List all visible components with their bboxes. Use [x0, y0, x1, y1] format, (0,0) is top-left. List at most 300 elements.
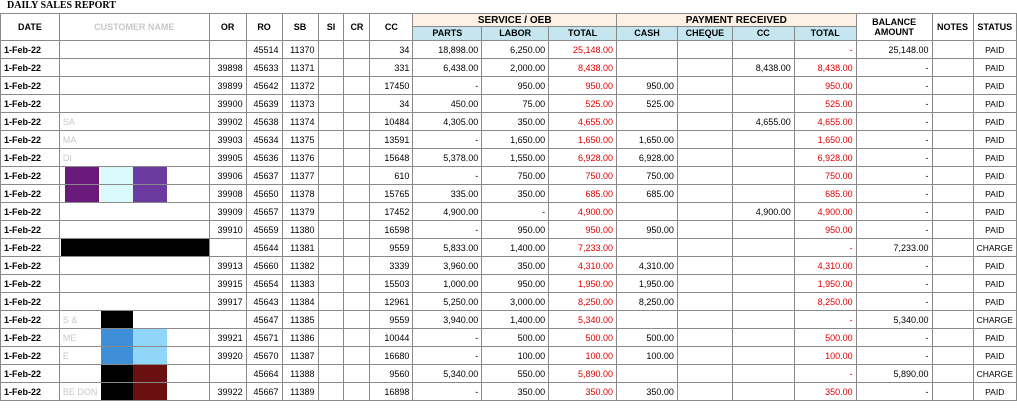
cell-ro[interactable]: 45664: [246, 365, 282, 383]
cell-balance[interactable]: -: [856, 203, 932, 221]
cell-cheque[interactable]: [677, 347, 732, 365]
cell-sb[interactable]: 11378: [282, 185, 318, 203]
cell-status[interactable]: PAID: [973, 383, 1016, 401]
header-balance-amount[interactable]: BALANCE AMOUNT: [856, 14, 932, 41]
cell-balance[interactable]: -: [856, 293, 932, 311]
cell-cc[interactable]: 15648: [370, 149, 413, 167]
cell-si[interactable]: [318, 185, 344, 203]
cell-balance[interactable]: -: [856, 329, 932, 347]
cell-si[interactable]: [318, 167, 344, 185]
table-row[interactable]: [1, 329, 1017, 347]
cell-pay-cc[interactable]: [732, 149, 794, 167]
cell-labor[interactable]: 3,000.00: [482, 293, 549, 311]
cell-pay-cc[interactable]: [732, 257, 794, 275]
cell-parts[interactable]: 18,898.00: [413, 41, 482, 59]
cell-sb[interactable]: 11383: [282, 275, 318, 293]
cell-pay-total[interactable]: 4,310.00: [794, 257, 856, 275]
cell-pay-total[interactable]: 950.00: [794, 221, 856, 239]
cell-date[interactable]: 1-Feb-22: [1, 311, 60, 329]
cell-cash[interactable]: 1,650.00: [617, 131, 678, 149]
cell-customer-name[interactable]: [59, 41, 209, 59]
cell-cr[interactable]: [344, 131, 370, 149]
cell-date[interactable]: 1-Feb-22: [1, 167, 60, 185]
table-row[interactable]: [1, 275, 1017, 293]
cell-cash[interactable]: 525.00: [617, 95, 678, 113]
cell-labor[interactable]: -: [482, 203, 549, 221]
cell-pay-cc[interactable]: [732, 329, 794, 347]
cell-or[interactable]: 39909: [209, 203, 246, 221]
cell-labor[interactable]: 350.00: [482, 383, 549, 401]
cell-notes[interactable]: [932, 203, 973, 221]
cell-service-total[interactable]: 525.00: [549, 95, 617, 113]
cell-labor[interactable]: 350.00: [482, 185, 549, 203]
cell-status[interactable]: PAID: [973, 59, 1016, 77]
cell-pay-cc[interactable]: [732, 41, 794, 59]
cell-parts[interactable]: 3,960.00: [413, 257, 482, 275]
cell-service-total[interactable]: 950.00: [549, 77, 617, 95]
cell-notes[interactable]: [932, 167, 973, 185]
cell-parts[interactable]: 6,438.00: [413, 59, 482, 77]
cell-cash[interactable]: [617, 41, 678, 59]
cell-balance[interactable]: -: [856, 59, 932, 77]
cell-date[interactable]: 1-Feb-22: [1, 329, 60, 347]
cell-sb[interactable]: 11381: [282, 239, 318, 257]
header-cash[interactable]: CASH: [617, 27, 678, 41]
cell-parts[interactable]: 4,305.00: [413, 113, 482, 131]
cell-pay-cc[interactable]: [732, 311, 794, 329]
cell-pay-total[interactable]: -: [794, 41, 856, 59]
cell-balance[interactable]: 7,233.00: [856, 239, 932, 257]
cell-cash[interactable]: [617, 203, 678, 221]
cell-labor[interactable]: 550.00: [482, 365, 549, 383]
cell-cash[interactable]: 500.00: [617, 329, 678, 347]
cell-ro[interactable]: 45642: [246, 77, 282, 95]
cell-cc[interactable]: 3339: [370, 257, 413, 275]
cell-pay-cc[interactable]: [732, 221, 794, 239]
cell-or[interactable]: 39900: [209, 95, 246, 113]
cell-cr[interactable]: [344, 347, 370, 365]
cell-labor[interactable]: 950.00: [482, 77, 549, 95]
cell-si[interactable]: [318, 239, 344, 257]
cell-or[interactable]: [209, 365, 246, 383]
cell-status[interactable]: PAID: [973, 275, 1016, 293]
header-payment-group[interactable]: PAYMENT RECEIVED: [617, 14, 857, 27]
cell-customer-name[interactable]: BE DON: [59, 383, 209, 401]
header-customer-name[interactable]: CUSTOMER NAME: [59, 14, 209, 41]
cell-notes[interactable]: [932, 221, 973, 239]
cell-cr[interactable]: [344, 167, 370, 185]
cell-balance[interactable]: -: [856, 185, 932, 203]
cell-cc[interactable]: 13591: [370, 131, 413, 149]
header-status[interactable]: STATUS: [973, 14, 1016, 41]
cell-si[interactable]: [318, 257, 344, 275]
cell-cheque[interactable]: [677, 383, 732, 401]
cell-labor[interactable]: 1,650.00: [482, 131, 549, 149]
cell-cheque[interactable]: [677, 95, 732, 113]
cell-service-total[interactable]: 25,148.00: [549, 41, 617, 59]
cell-si[interactable]: [318, 77, 344, 95]
cell-service-total[interactable]: 5,340.00: [549, 311, 617, 329]
header-service-total[interactable]: TOTAL: [549, 27, 617, 41]
cell-balance[interactable]: -: [856, 221, 932, 239]
cell-status[interactable]: PAID: [973, 185, 1016, 203]
table-row[interactable]: [1, 167, 1017, 185]
header-cc[interactable]: CC: [370, 14, 413, 41]
cell-or[interactable]: 39905: [209, 149, 246, 167]
cell-cr[interactable]: [344, 185, 370, 203]
cell-pay-cc[interactable]: [732, 365, 794, 383]
cell-cash[interactable]: 750.00: [617, 167, 678, 185]
cell-ro[interactable]: 45657: [246, 203, 282, 221]
cell-ro[interactable]: 45650: [246, 185, 282, 203]
cell-labor[interactable]: 6,250.00: [482, 41, 549, 59]
cell-cash[interactable]: 8,250.00: [617, 293, 678, 311]
cell-balance[interactable]: 5,890.00: [856, 365, 932, 383]
cell-or[interactable]: [209, 311, 246, 329]
cell-pay-total[interactable]: 500.00: [794, 329, 856, 347]
header-pay-cc[interactable]: CC: [732, 27, 794, 41]
cell-ro[interactable]: 45644: [246, 239, 282, 257]
cell-ro[interactable]: 45671: [246, 329, 282, 347]
cell-service-total[interactable]: 1,950.00: [549, 275, 617, 293]
cell-labor[interactable]: 500.00: [482, 329, 549, 347]
cell-cc[interactable]: 15765: [370, 185, 413, 203]
cell-pay-cc[interactable]: [732, 131, 794, 149]
cell-sb[interactable]: 11384: [282, 293, 318, 311]
cell-sb[interactable]: 11373: [282, 95, 318, 113]
cell-parts[interactable]: -: [413, 221, 482, 239]
cell-status[interactable]: PAID: [973, 347, 1016, 365]
cell-customer-name[interactable]: S &: [59, 311, 209, 329]
header-or[interactable]: OR: [209, 14, 246, 41]
cell-customer-name[interactable]: MA: [59, 131, 209, 149]
cell-pay-cc[interactable]: 4,900.00: [732, 203, 794, 221]
cell-si[interactable]: [318, 329, 344, 347]
cell-balance[interactable]: -: [856, 77, 932, 95]
cell-balance[interactable]: -: [856, 383, 932, 401]
cell-date[interactable]: 1-Feb-22: [1, 365, 60, 383]
cell-notes[interactable]: [932, 41, 973, 59]
cell-balance[interactable]: -: [856, 167, 932, 185]
cell-cash[interactable]: [617, 365, 678, 383]
cell-service-total[interactable]: 8,250.00: [549, 293, 617, 311]
cell-status[interactable]: PAID: [973, 131, 1016, 149]
cell-notes[interactable]: [932, 185, 973, 203]
cell-status[interactable]: CHARGE: [973, 239, 1016, 257]
table-row[interactable]: [1, 347, 1017, 365]
cell-balance[interactable]: -: [856, 113, 932, 131]
table-row[interactable]: [1, 95, 1017, 113]
cell-status[interactable]: PAID: [973, 203, 1016, 221]
cell-pay-total[interactable]: 1,950.00: [794, 275, 856, 293]
cell-customer-name[interactable]: [59, 275, 209, 293]
cell-status[interactable]: PAID: [973, 293, 1016, 311]
table-row[interactable]: [1, 77, 1017, 95]
cell-pay-total[interactable]: -: [794, 239, 856, 257]
header-labor[interactable]: LABOR: [482, 27, 549, 41]
cell-si[interactable]: [318, 365, 344, 383]
cell-notes[interactable]: [932, 149, 973, 167]
cell-labor[interactable]: 2,000.00: [482, 59, 549, 77]
cell-cr[interactable]: [344, 113, 370, 131]
cell-parts[interactable]: 5,340.00: [413, 365, 482, 383]
cell-cc[interactable]: 12961: [370, 293, 413, 311]
cell-cc[interactable]: 331: [370, 59, 413, 77]
cell-pay-total[interactable]: 685.00: [794, 185, 856, 203]
cell-cash[interactable]: 350.00: [617, 383, 678, 401]
cell-date[interactable]: 1-Feb-22: [1, 41, 60, 59]
cell-status[interactable]: CHARGE: [973, 365, 1016, 383]
cell-sb[interactable]: 11380: [282, 221, 318, 239]
cell-status[interactable]: PAID: [973, 41, 1016, 59]
cell-status[interactable]: CHARGE: [973, 311, 1016, 329]
cell-customer-name[interactable]: [59, 203, 209, 221]
cell-pay-total[interactable]: 100.00: [794, 347, 856, 365]
cell-cr[interactable]: [344, 95, 370, 113]
table-row[interactable]: [1, 311, 1017, 329]
cell-si[interactable]: [318, 41, 344, 59]
cell-cash[interactable]: 100.00: [617, 347, 678, 365]
cell-pay-total[interactable]: 750.00: [794, 167, 856, 185]
cell-notes[interactable]: [932, 383, 973, 401]
table-row[interactable]: [1, 149, 1017, 167]
cell-sb[interactable]: 11371: [282, 59, 318, 77]
cell-service-total[interactable]: 950.00: [549, 221, 617, 239]
cell-ro[interactable]: 45667: [246, 383, 282, 401]
cell-pay-total[interactable]: 950.00: [794, 77, 856, 95]
cell-si[interactable]: [318, 221, 344, 239]
cell-pay-total[interactable]: -: [794, 311, 856, 329]
cell-cr[interactable]: [344, 365, 370, 383]
table-row[interactable]: [1, 239, 1017, 257]
cell-notes[interactable]: [932, 95, 973, 113]
cell-or[interactable]: 39903: [209, 131, 246, 149]
cell-or[interactable]: 39915: [209, 275, 246, 293]
cell-cc[interactable]: 610: [370, 167, 413, 185]
table-row[interactable]: [1, 221, 1017, 239]
cell-service-total[interactable]: 685.00: [549, 185, 617, 203]
cell-customer-name[interactable]: ME: [59, 329, 209, 347]
cell-or[interactable]: 39913: [209, 257, 246, 275]
cell-si[interactable]: [318, 293, 344, 311]
cell-balance[interactable]: -: [856, 131, 932, 149]
cell-cheque[interactable]: [677, 59, 732, 77]
cell-cash[interactable]: [617, 311, 678, 329]
cell-pay-total[interactable]: 6,928.00: [794, 149, 856, 167]
cell-pay-cc[interactable]: 4,655.00: [732, 113, 794, 131]
cell-service-total[interactable]: 100.00: [549, 347, 617, 365]
cell-ro[interactable]: 45634: [246, 131, 282, 149]
cell-si[interactable]: [318, 383, 344, 401]
cell-si[interactable]: [318, 131, 344, 149]
cell-customer-name[interactable]: [59, 185, 209, 203]
cell-si[interactable]: [318, 275, 344, 293]
cell-labor[interactable]: 350.00: [482, 113, 549, 131]
cell-ro[interactable]: 45647: [246, 311, 282, 329]
cell-ro[interactable]: 45514: [246, 41, 282, 59]
table-row[interactable]: [1, 185, 1017, 203]
cell-service-total[interactable]: 7,233.00: [549, 239, 617, 257]
cell-service-total[interactable]: 4,310.00: [549, 257, 617, 275]
cell-notes[interactable]: [932, 59, 973, 77]
cell-status[interactable]: PAID: [973, 167, 1016, 185]
cell-sb[interactable]: 11389: [282, 383, 318, 401]
table-row[interactable]: [1, 131, 1017, 149]
cell-pay-total[interactable]: 1,650.00: [794, 131, 856, 149]
table-row[interactable]: [1, 257, 1017, 275]
cell-status[interactable]: PAID: [973, 113, 1016, 131]
cell-pay-total[interactable]: 525.00: [794, 95, 856, 113]
cell-cr[interactable]: [344, 293, 370, 311]
cell-customer-name[interactable]: E: [59, 347, 209, 365]
cell-or[interactable]: [209, 239, 246, 257]
cell-date[interactable]: 1-Feb-22: [1, 95, 60, 113]
cell-cc[interactable]: 34: [370, 95, 413, 113]
cell-cc[interactable]: 9559: [370, 239, 413, 257]
cell-labor[interactable]: 1,550.00: [482, 149, 549, 167]
cell-sb[interactable]: 11372: [282, 77, 318, 95]
cell-parts[interactable]: 335.00: [413, 185, 482, 203]
cell-service-total[interactable]: 350.00: [549, 383, 617, 401]
cell-pay-cc[interactable]: [732, 185, 794, 203]
cell-cr[interactable]: [344, 239, 370, 257]
cell-cheque[interactable]: [677, 329, 732, 347]
table-row[interactable]: [1, 293, 1017, 311]
header-parts[interactable]: PARTS: [413, 27, 482, 41]
cell-cheque[interactable]: [677, 275, 732, 293]
cell-cash[interactable]: 685.00: [617, 185, 678, 203]
cell-cr[interactable]: [344, 203, 370, 221]
cell-date[interactable]: 1-Feb-22: [1, 77, 60, 95]
cell-status[interactable]: PAID: [973, 95, 1016, 113]
cell-customer-name[interactable]: [59, 77, 209, 95]
cell-parts[interactable]: 5,250.00: [413, 293, 482, 311]
cell-cr[interactable]: [344, 311, 370, 329]
cell-date[interactable]: 1-Feb-22: [1, 239, 60, 257]
table-row[interactable]: [1, 41, 1017, 59]
cell-or[interactable]: 39906: [209, 167, 246, 185]
cell-notes[interactable]: [932, 311, 973, 329]
cell-service-total[interactable]: 5,890.00: [549, 365, 617, 383]
cell-si[interactable]: [318, 113, 344, 131]
cell-notes[interactable]: [932, 113, 973, 131]
cell-cheque[interactable]: [677, 221, 732, 239]
cell-cc[interactable]: 15503: [370, 275, 413, 293]
cell-sb[interactable]: 11376: [282, 149, 318, 167]
table-row[interactable]: [1, 113, 1017, 131]
cell-date[interactable]: 1-Feb-22: [1, 293, 60, 311]
table-row[interactable]: [1, 383, 1017, 401]
cell-customer-name[interactable]: [59, 167, 209, 185]
cell-or[interactable]: 39910: [209, 221, 246, 239]
cell-notes[interactable]: [932, 239, 973, 257]
cell-or[interactable]: 39902: [209, 113, 246, 131]
cell-cash[interactable]: 950.00: [617, 77, 678, 95]
cell-labor[interactable]: 350.00: [482, 257, 549, 275]
cell-cash[interactable]: 4,310.00: [617, 257, 678, 275]
cell-ro[interactable]: 45660: [246, 257, 282, 275]
cell-pay-total[interactable]: 8,438.00: [794, 59, 856, 77]
cell-status[interactable]: PAID: [973, 221, 1016, 239]
cell-status[interactable]: PAID: [973, 77, 1016, 95]
cell-cr[interactable]: [344, 329, 370, 347]
cell-parts[interactable]: 5,833.00: [413, 239, 482, 257]
cell-date[interactable]: 1-Feb-22: [1, 131, 60, 149]
header-cheque[interactable]: CHEQUE: [677, 27, 732, 41]
cell-service-total[interactable]: 1,650.00: [549, 131, 617, 149]
cell-cheque[interactable]: [677, 131, 732, 149]
cell-si[interactable]: [318, 347, 344, 365]
cell-status[interactable]: PAID: [973, 329, 1016, 347]
cell-cc[interactable]: 9560: [370, 365, 413, 383]
cell-cash[interactable]: 6,928.00: [617, 149, 678, 167]
cell-cheque[interactable]: [677, 239, 732, 257]
cell-cheque[interactable]: [677, 311, 732, 329]
cell-pay-cc[interactable]: [732, 167, 794, 185]
cell-parts[interactable]: -: [413, 383, 482, 401]
cell-sb[interactable]: 11387: [282, 347, 318, 365]
cell-date[interactable]: 1-Feb-22: [1, 59, 60, 77]
cell-notes[interactable]: [932, 293, 973, 311]
cell-sb[interactable]: 11375: [282, 131, 318, 149]
cell-sb[interactable]: 11385: [282, 311, 318, 329]
cell-service-total[interactable]: 4,655.00: [549, 113, 617, 131]
cell-labor[interactable]: 1,400.00: [482, 311, 549, 329]
cell-or[interactable]: 39920: [209, 347, 246, 365]
cell-cheque[interactable]: [677, 41, 732, 59]
cell-cc[interactable]: 16898: [370, 383, 413, 401]
cell-ro[interactable]: 45637: [246, 167, 282, 185]
cell-date[interactable]: 1-Feb-22: [1, 383, 60, 401]
cell-balance[interactable]: -: [856, 257, 932, 275]
cell-pay-total[interactable]: -: [794, 365, 856, 383]
cell-pay-cc[interactable]: [732, 275, 794, 293]
cell-pay-cc[interactable]: [732, 347, 794, 365]
cell-customer-name[interactable]: [59, 59, 209, 77]
header-ro[interactable]: RO: [246, 14, 282, 41]
cell-customer-name[interactable]: [59, 365, 209, 383]
cell-cc[interactable]: 17450: [370, 77, 413, 95]
cell-sb[interactable]: 11386: [282, 329, 318, 347]
cell-pay-total[interactable]: 350.00: [794, 383, 856, 401]
cell-status[interactable]: PAID: [973, 257, 1016, 275]
header-sb[interactable]: SB: [282, 14, 318, 41]
cell-cash[interactable]: 950.00: [617, 221, 678, 239]
cell-parts[interactable]: -: [413, 131, 482, 149]
cell-cheque[interactable]: [677, 113, 732, 131]
cell-parts[interactable]: -: [413, 329, 482, 347]
cell-parts[interactable]: 450.00: [413, 95, 482, 113]
cell-cr[interactable]: [344, 77, 370, 95]
cell-si[interactable]: [318, 59, 344, 77]
cell-parts[interactable]: -: [413, 167, 482, 185]
cell-date[interactable]: 1-Feb-22: [1, 275, 60, 293]
cell-pay-total[interactable]: 8,250.00: [794, 293, 856, 311]
cell-sb[interactable]: 11374: [282, 113, 318, 131]
table-row[interactable]: [1, 59, 1017, 77]
cell-cheque[interactable]: [677, 167, 732, 185]
cell-customer-name[interactable]: [59, 239, 209, 257]
cell-cc[interactable]: 9559: [370, 311, 413, 329]
cell-or[interactable]: 39908: [209, 185, 246, 203]
cell-customer-name[interactable]: [59, 293, 209, 311]
cell-date[interactable]: 1-Feb-22: [1, 221, 60, 239]
cell-ro[interactable]: 45638: [246, 113, 282, 131]
cell-parts[interactable]: 3,940.00: [413, 311, 482, 329]
cell-ro[interactable]: 45670: [246, 347, 282, 365]
cell-date[interactable]: 1-Feb-22: [1, 203, 60, 221]
cell-cr[interactable]: [344, 383, 370, 401]
